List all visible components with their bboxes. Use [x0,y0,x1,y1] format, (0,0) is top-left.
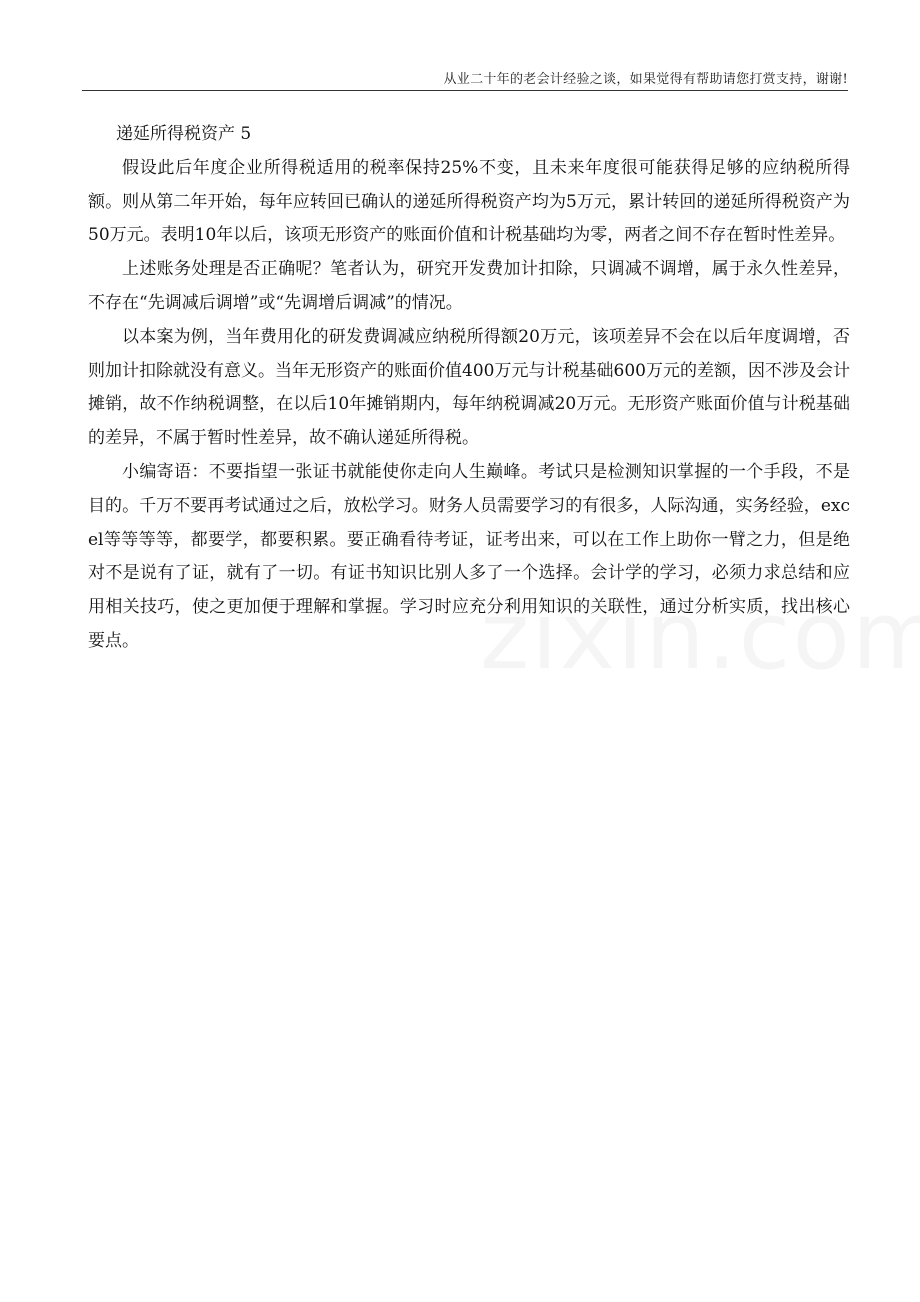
paragraph-2: 上述账务处理是否正确呢？笔者认为，研究开发费加计扣除，只调减不调增，属于永久性差异，不存在“先调减后调增”或“先调增后调减”的情况。 [88,259,850,313]
section-title: 递延所得税资产 5 [116,124,252,144]
header-note: 从业二十年的老会计经验之谈，如果觉得有帮助请您打赏支持，谢谢! [443,72,848,87]
paragraph-3: 以本案为例，当年费用化的研发费调减应纳税所得额20万元，该项差异不会在以后年度调增，否则加计扣除就没有意义。当年无形资产的账面价值400万元与计税基础600万元的差额，因不涉及会计摊销，故不作纳税调整，在以后10年摊销期内，每年纳税调减20万元。无形资产账面价值与计税基础的差异，不属于暂时性差异，故不确认递延所得税。 [88,326,850,449]
paragraph-1: 假设此后年度企业所得税适用的税率保持25%不变，且未来年度很可能获得足够的应纳税所得额。则从第二年开始，每年应转回已确认的递延所得税资产均为5万元，累计转回的递延所得税资产为50万元。表明10年以后，该项无形资产的账面价值和计税基础均为零，两者之间不存在暂时性差异。 [88,157,850,246]
document-body [88,118,850,659]
paragraph-4: 小编寄语：不要指望一张证书就能使你走向人生巅峰。考试只是检测知识掌握的一个手段，不是目的。千万不要再考试通过之后，放松学习。财务人员需要学习的有很多，人际沟通，实务经验，excel等等等等，都要学，都要积累。要正确看待考证，证考出来，可以在工作上助你一臂之力，但是绝对不是说有了证，就有了一切。有证书知识比别人多了一个选择。会计学的学习，必须力求总结和应用相关技巧，使之更加便于理解和掌握。学习时应充分利用知识的关联性，通过分析实质，找出核心要点。 [88,461,850,651]
header-divider [82,90,848,91]
